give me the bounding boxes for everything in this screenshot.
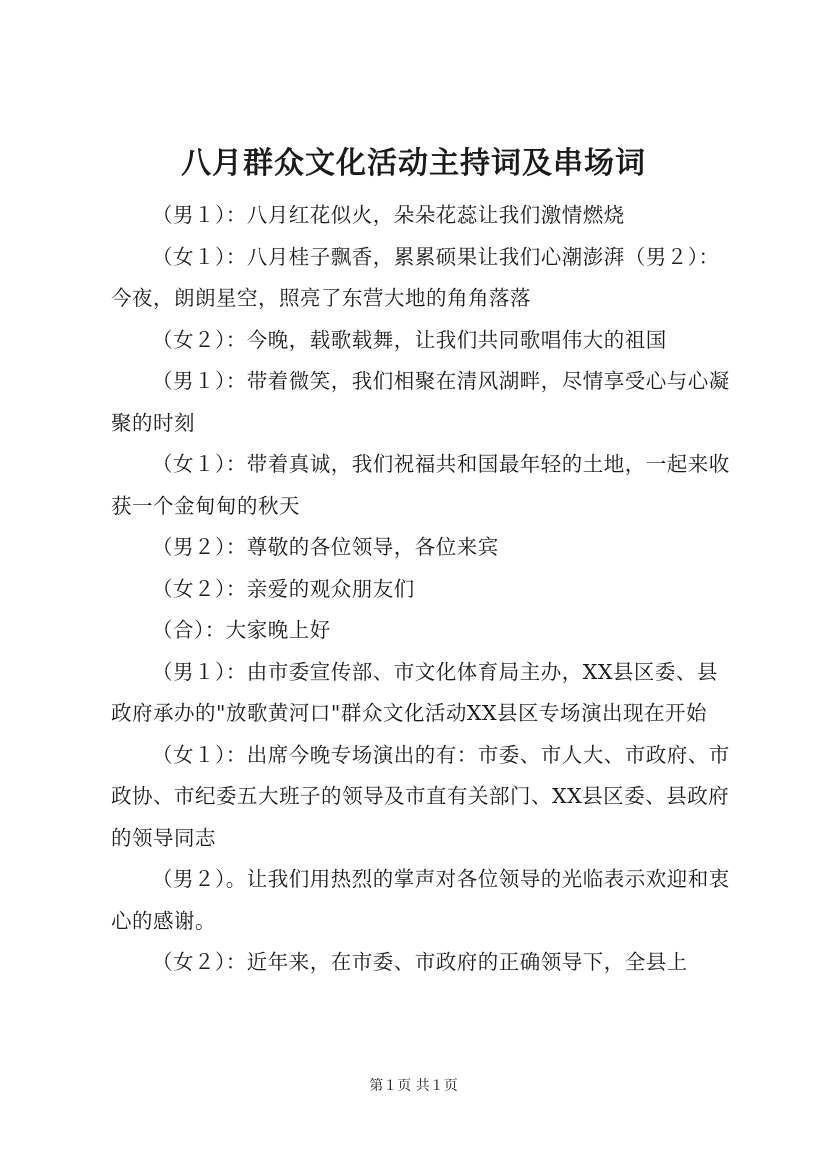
paragraph: （男２）：尊敬的各位领导，各位来宾 [152, 535, 499, 559]
paragraph: （合）：大家晚上好 [152, 618, 331, 642]
paragraph: （女２）：亲爱的观众朋友们 [152, 576, 415, 601]
paragraph: （女１）：出席今晚专场演出的有：市委、市人大、市政府、市政协、市纪委五大班子的领导及市直有关部门、XX县区委、县政府的领导同志 [111, 742, 730, 850]
paragraph: （男２）。让我们用热烈的掌声对各位领导的光临表示欢迎和衷心的感谢。 [111, 867, 730, 933]
paragraph: （男１）：八月红花似火，朵朵花蕊让我们激情燃烧 [152, 203, 625, 227]
page-footer: 第１页 共１页 [369, 1078, 458, 1094]
paragraph: （女１）：带着真诚，我们祝福共和国最年轻的土地，一起来收获一个金甸甸的秋天 [111, 452, 730, 518]
document-title: 八月群众文化活动主持词及串场词 [181, 146, 646, 181]
paragraph: （女２）：近年来，在市委、市政府的正确领导下，全县上 [152, 950, 688, 974]
document-body [111, 195, 733, 984]
paragraph: （男１）：由市委宣传部、市文化体育局主办，XX县区委、县政府承办的"放歌黄河口"群众文化活动XX县区专场演出现在开始 [111, 659, 718, 725]
paragraph: （男１）：带着微笑，我们相聚在清风湖畔，尽情享受心与心凝聚的时刻 [111, 369, 730, 435]
paragraph: （女１）：八月桂子飘香，累累硕果让我们心潮澎湃（男２）：今夜，朗朗星空，照亮了东营大地的角角落落 [111, 244, 720, 310]
paragraph: （女２）：今晚，载歌载舞，让我们共同歌唱伟大的祖国 [152, 327, 667, 352]
